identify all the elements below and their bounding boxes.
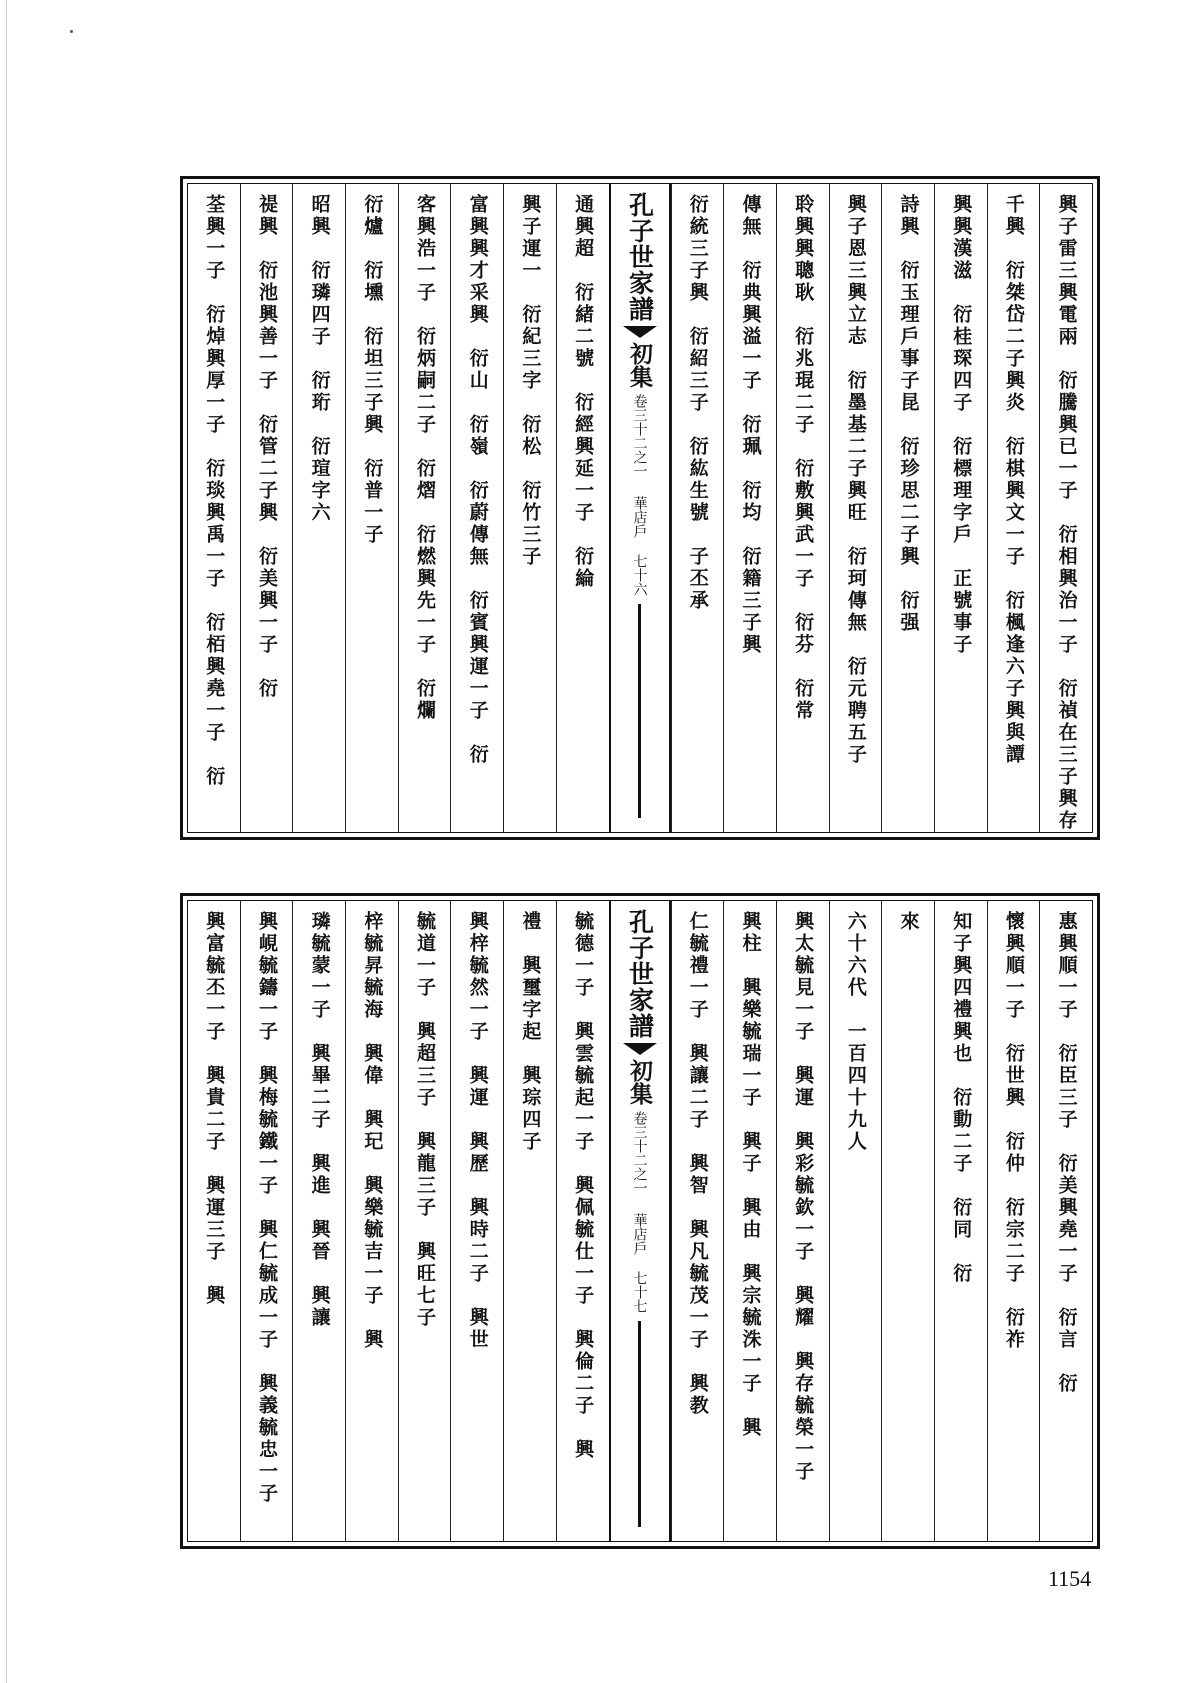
page-number: 1154 <box>1048 1566 1092 1591</box>
text-column: 富興興才采興 衍山 衍嶺 衍蔚傳無 衍賓興運一子 衍 <box>450 184 503 832</box>
text-column: 詩興 衍玉理戶事子昆 衍珍思二子興 衍强 <box>881 184 934 832</box>
text-column: 興柱 興樂毓瑞一子 興子 興由 興宗毓洙一子 興 <box>723 901 776 1541</box>
text-column: 興子運一 衍紀三字 衍松 衍竹三子 <box>503 184 556 832</box>
text-column: 興峴毓鑄一子 興梅毓鐵一子 興仁毓成一子 興義毓忠一子 <box>240 901 293 1541</box>
text-column: 禮 興璽字起 興琮四子 <box>503 901 556 1541</box>
text-column: 興梓毓然一子 興運 興歷 興時二子 興世 <box>450 901 503 1541</box>
center-fold-column <box>609 901 671 1541</box>
text-column: 衍統三子興 衍紹三子 衍紘生號 子丕承 <box>671 184 724 832</box>
text-column: 興富毓丕一子 興貴二子 興運三子 興 <box>203 911 226 1307</box>
fold-rule <box>638 1321 641 1527</box>
text-column: 懷興順一子 衍世興 衍仲 衍宗二子 衍祚 <box>987 901 1040 1541</box>
text-column: 毓道一子 興超三子 興龍三子 興旺七子 <box>398 901 451 1541</box>
genealogy-page-bottom <box>180 893 1100 1549</box>
text-column: 荃興一子 衍焯興厚一子 衍琰興禹一子 衍栢興堯一子 衍 <box>203 194 226 788</box>
book-title: 孔子世家譜 <box>625 909 655 1039</box>
text-column: 客興浩一子 衍炳嗣二子 衍熠 衍燃興先一子 衍爛 <box>398 184 451 832</box>
text-column: 興子恩三興立志 衍墨基二子興旺 衍珂傳無 衍元聘五子 <box>829 184 882 832</box>
text-column: 惠興順一子 衍臣三子 衍美興堯一子 衍言 衍 <box>1039 901 1092 1541</box>
text-column: 興太毓見一子 興運 興彩毓欽一子 興耀 興存毓榮一子 <box>776 901 829 1541</box>
fish-tail-mark <box>623 1043 657 1055</box>
text-column: 來 <box>881 901 934 1541</box>
text-column: 昭興 衍璘四子 衍珩 衍瑄字六 <box>292 184 345 832</box>
series-label: 初集 <box>626 342 653 388</box>
page-label: 七十七 <box>631 1271 648 1313</box>
text-column: 興興漢滋 衍桂琛四子 衍標理字戶 正號事子 <box>934 184 987 832</box>
fold-rule <box>638 604 641 818</box>
text-column: 傳無 衍典興溢一子 衍珮 衍均 衍籍三子興 <box>723 184 776 832</box>
page-edge-line <box>6 0 7 1683</box>
text-column: 璘毓蒙一子 興畢二子 興進 興晉 興讓 <box>292 901 345 1541</box>
genealogy-page-bottom-frame <box>187 900 1093 1542</box>
volume-label: 卷三十二之一 <box>631 1111 648 1195</box>
page-label: 七十六 <box>631 554 648 596</box>
genealogy-page-top <box>180 176 1100 840</box>
genealogy-page-top-frame <box>187 183 1093 833</box>
volume-label: 卷三十二之一 <box>631 394 648 478</box>
series-label: 初集 <box>626 1059 653 1105</box>
section-label: 華店戶 <box>631 496 648 538</box>
section-label: 華店戶 <box>631 1213 648 1255</box>
text-column: 梓毓昇毓海 興偉 興玘 興樂毓吉一子 興 <box>345 901 398 1541</box>
text-column: 千興 衍桀岱二子興炎 衍棋興文一子 衍楓逢六子興與譚 <box>987 184 1040 832</box>
text-column: 通興超 衍緒二號 衍經興延一子 衍綸 <box>556 184 609 832</box>
text-column: 知子興四禮興也 衍動二子 衍同 衍 <box>934 901 987 1541</box>
text-column: 仁毓禮一子 興讓二子 興智 興凡毓茂一子 興教 <box>671 901 724 1541</box>
text-column: 興子雷三興電兩 衍騰興已一子 衍相興治一子 衍禎在三子興存 <box>1039 184 1092 832</box>
fish-tail-mark <box>623 326 657 338</box>
book-title: 孔子世家譜 <box>625 192 655 322</box>
scan-speck <box>70 30 73 33</box>
text-column: 聆興興聰耿 衍兆琨二子 衍敷興武一子 衍芬 衍常 <box>776 184 829 832</box>
center-fold-column <box>609 184 671 832</box>
text-column: 衍爐 衍壎 衍坦三子興 衍普一子 <box>345 184 398 832</box>
generation-heading: 六十六代 一百四十九人 <box>829 901 882 1541</box>
text-column: 毓德一子 興雲毓起一子 興佩毓仕一子 興倫二子 興 <box>556 901 609 1541</box>
text-column: 禔興 衍池興善一子 衍管二子興 衍美興一子 衍 <box>240 184 293 832</box>
